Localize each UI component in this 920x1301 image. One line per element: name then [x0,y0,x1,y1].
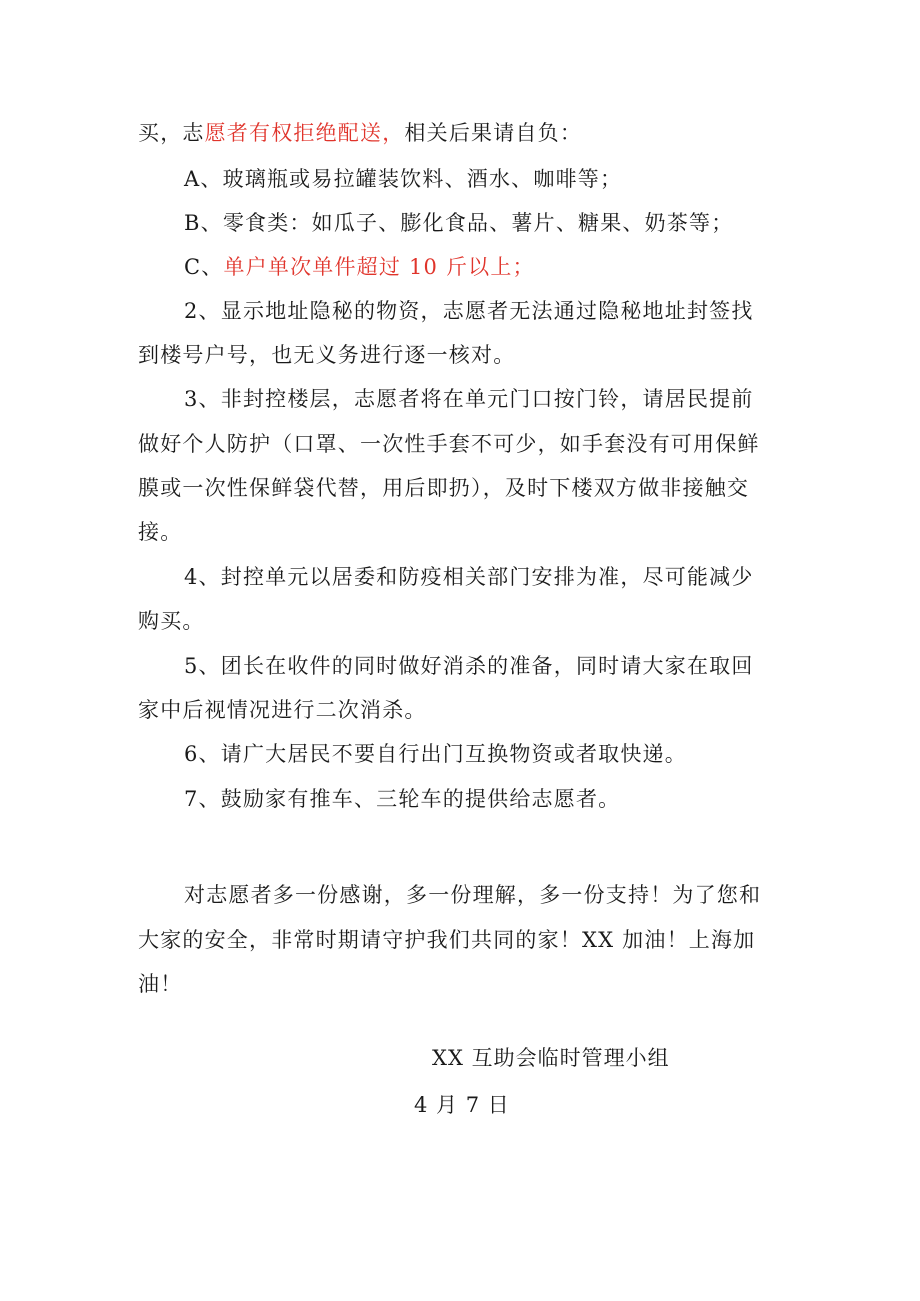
paragraph-3-line-3: 膜或一次性保鲜袋代替，用后即扔），及时下楼双方做非接触交 [138,476,750,500]
paragraph-4-line-1: 4、封控单元以居委和防疫相关部门安排为准，尽可能减少 [184,565,754,589]
closing-line-3: 油！ [138,972,183,996]
signature-organization: XX 互助会临时管理小组 [432,1046,670,1070]
paragraph-7: 7、鼓励家有推车、三轮车的提供给志愿者。 [184,787,621,811]
paragraph-4-line-2: 购买。 [138,609,205,633]
intro-highlight: 愿者有权拒绝配送， [204,121,405,145]
paragraph-3-line-1: 3、非封控楼层，志愿者将在单元门口按门铃，请居民提前 [184,387,754,411]
intro-text-a: 买，志 [138,121,205,145]
paragraph-3-line-4: 接。 [138,520,183,544]
list-item-a: A、玻璃瓶或易拉罐装饮料、酒水、咖啡等； [184,167,623,191]
closing-line-1: 对志愿者多一份感谢，多一份理解，多一份支持！为了您和 [184,883,762,907]
paragraph-2-line-1: 2、显示地址隐秘的物资，志愿者无法通过隐秘地址封签找 [184,299,754,323]
closing-line-2: 大家的安全，非常时期请守护我们共同的家！XX 加油！上海加 [138,928,756,952]
paragraph-5-line-2: 家中后视情况进行二次消杀。 [138,698,427,722]
intro-line [138,118,788,148]
paragraph-6: 6、请广大居民不要自行出门互换物资或者取快递。 [184,742,687,766]
paragraph-2-line-2: 到楼号户号，也无义务进行逐一核对。 [138,343,516,367]
paragraph-5-line-1: 5、团长在收件的同时做好消杀的准备，同时请大家在取回 [184,654,754,678]
paragraph-3-line-2: 做好个人防护（口罩、一次性手套不可少，如手套没有可用保鲜 [138,432,760,456]
list-item-c [184,252,834,282]
list-item-b: B、零食类：如瓜子、膨化食品、薯片、糖果、奶茶等； [184,211,734,235]
intro-text-b: 相关后果请自负： [404,121,583,145]
signature-date: 4 月 7 日 [414,1093,510,1117]
list-item-c-highlight: 单户单次单件超过 10 斤以上； [223,255,535,279]
list-item-c-prefix: C、 [184,255,224,279]
